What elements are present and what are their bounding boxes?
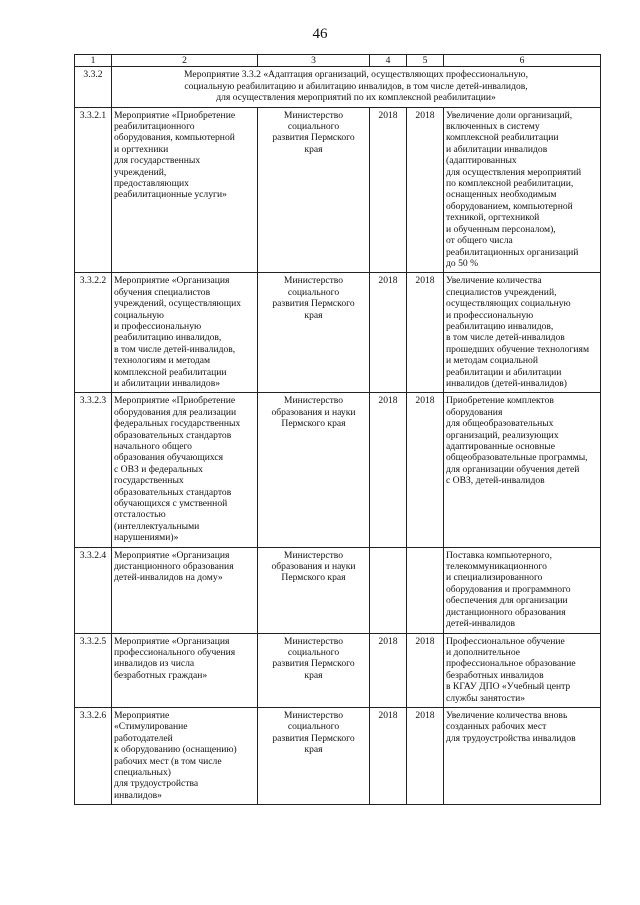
- result-line: (адаптированных: [446, 155, 517, 167]
- result-line: Увеличение количества: [446, 275, 542, 287]
- table-row: [75, 633, 601, 707]
- event-name-line: нарушениями)»: [114, 532, 179, 544]
- column-header: 5: [407, 55, 444, 67]
- event-name-line: для трудоустройства: [114, 778, 199, 790]
- responsible-line: Министерство: [283, 549, 344, 561]
- event-name-line: комплексной реабилитации: [114, 366, 227, 378]
- result-line: и дополнительное: [446, 646, 520, 658]
- result-line: до 50 %: [446, 257, 479, 269]
- result-line: оборудования и программного: [446, 583, 571, 595]
- result-line: Приобретение комплектов: [446, 395, 554, 407]
- result-line: для осуществления мероприятий: [446, 166, 582, 178]
- event-name-line: в том числе детей-инвалидов,: [114, 343, 236, 355]
- table-row: [75, 107, 601, 273]
- responsible-line: Министерство: [283, 635, 344, 647]
- event-name-line: и профессиональную: [114, 320, 202, 332]
- responsible-line: развития Пермского: [272, 658, 355, 670]
- responsible-line: края: [304, 669, 323, 681]
- responsible-line: образования и науки: [271, 406, 356, 418]
- responsible-line: Министерство: [283, 395, 344, 407]
- result-line: для трудоустройства инвалидов: [446, 732, 576, 744]
- event-name-line: рабочих мест (в том числе: [114, 755, 222, 767]
- event-name-line: Мероприятие «Организация: [114, 635, 230, 647]
- responsible-executor: [258, 393, 370, 547]
- result-line: Увеличение доли организаций,: [446, 109, 573, 121]
- table-row: [75, 707, 601, 804]
- responsible-line: развития Пермского: [272, 132, 355, 144]
- group-title-line: Мероприятие 3.3.2 «Адаптация организаций, осуществляющих профессиональную,: [184, 69, 528, 81]
- responsible-line: социального: [287, 286, 340, 298]
- table-row: [75, 273, 601, 393]
- row-number: 3.3.2.4: [75, 547, 112, 633]
- event-name-line: оборудования для реализации: [114, 406, 237, 418]
- end-year: 2018: [407, 107, 444, 273]
- responsible-line: Министерство: [283, 275, 344, 287]
- column-header: 3: [258, 55, 370, 67]
- event-name-line: реабилитационного: [114, 121, 195, 133]
- event-name-line: образовательных стандартов: [114, 429, 232, 441]
- responsible-line: Министерство: [283, 109, 344, 121]
- result-line: организаций, реализующих: [446, 429, 559, 441]
- event-name-line: отсталостью: [114, 509, 166, 521]
- event-name-line: реабилитацию инвалидов,: [114, 332, 222, 344]
- start-year: 2018: [370, 273, 407, 393]
- result-line: Профессиональное обучение: [446, 635, 565, 647]
- responsible-line: развития Пермского: [272, 732, 355, 744]
- event-name-line: государственных: [114, 475, 184, 487]
- responsible-line: края: [304, 143, 323, 155]
- end-year: [407, 547, 444, 633]
- responsible-executor: [258, 273, 370, 393]
- responsible-executor: [258, 107, 370, 273]
- expected-result: [444, 273, 601, 393]
- row-number: 3.3.2.1: [75, 107, 112, 273]
- event-name-line: реабилитационные услуги»: [114, 189, 227, 201]
- responsible-line: края: [304, 744, 323, 756]
- responsible-line: социального: [287, 646, 340, 658]
- event-name-line: Мероприятие: [114, 709, 170, 721]
- event-name-line: безработных граждан»: [114, 669, 208, 681]
- responsible-line: Пермского края: [281, 572, 346, 584]
- event-name-line: Мероприятие «Приобретение: [114, 109, 236, 121]
- result-line: реабилитации и абилитации: [446, 366, 562, 378]
- end-year: 2018: [407, 273, 444, 393]
- event-name-line: образовательных стандартов: [114, 486, 232, 498]
- column-header: 2: [112, 55, 258, 67]
- event-name-line: и оргтехники: [114, 143, 169, 155]
- responsible-line: развития Пермского: [272, 298, 355, 310]
- event-name: [112, 707, 258, 804]
- measures-table: [74, 54, 601, 805]
- table-row: [75, 393, 601, 547]
- event-name-line: предоставляющих: [114, 178, 189, 190]
- result-line: от общего числа: [446, 235, 513, 247]
- end-year: 2018: [407, 707, 444, 804]
- row-number: 3.3.2.3: [75, 393, 112, 547]
- result-line: осуществляющих социальную: [446, 298, 571, 310]
- result-line: инвалидов (детей-инвалидов): [446, 377, 567, 389]
- result-line: включенных в систему: [446, 121, 540, 133]
- expected-result: [444, 547, 601, 633]
- result-line: и обученным персоналом),: [446, 223, 556, 235]
- event-name-line: оборудования, компьютерной: [114, 132, 235, 144]
- start-year: 2018: [370, 393, 407, 547]
- event-name-line: дистанционного образования: [114, 561, 234, 573]
- event-name-line: с ОВЗ и федеральных: [114, 463, 203, 475]
- responsible-executor: [258, 633, 370, 707]
- result-line: дистанционного образования: [446, 606, 566, 618]
- table-row: [75, 547, 601, 633]
- event-name: [112, 547, 258, 633]
- expected-result: [444, 393, 601, 547]
- expected-result: [444, 107, 601, 273]
- result-line: оборудования: [446, 406, 503, 418]
- event-name-line: «Стимулирование: [114, 721, 188, 733]
- event-name-line: образования обучающихся: [114, 452, 224, 464]
- event-name-line: начального общего: [114, 441, 192, 452]
- event-name-line: учреждений,: [114, 166, 167, 178]
- start-year: [370, 547, 407, 633]
- result-line: прошедших обучение технологиям: [446, 343, 590, 355]
- result-line: реабилитационных организаций: [446, 246, 579, 258]
- event-name-line: работодателей: [114, 732, 173, 744]
- result-line: безработных инвалидов: [446, 669, 544, 681]
- event-name-line: инвалидов из числа: [114, 658, 195, 670]
- result-line: для общеобразовательных: [446, 418, 554, 430]
- result-line: в том числе детей-инвалидов: [446, 332, 565, 344]
- result-line: в КГАУ ДПО «Учебный центр: [446, 681, 571, 693]
- expected-result: [444, 633, 601, 707]
- result-line: созданных рабочих мест: [446, 721, 547, 733]
- start-year: 2018: [370, 107, 407, 273]
- result-line: общеобразовательные программы,: [446, 452, 588, 464]
- result-line: профессиональное образование: [446, 658, 576, 670]
- result-line: специалистов учреждений,: [446, 286, 557, 298]
- group-number: 3.3.2: [75, 67, 112, 107]
- event-name-line: Мероприятие «Организация: [114, 549, 230, 561]
- event-name-line: социальную: [114, 309, 164, 321]
- group-title-line: для осуществления мероприятий по их комплексной реабилитации»: [216, 92, 496, 104]
- event-name-line: для государственных: [114, 155, 201, 167]
- event-name-line: Мероприятие «Приобретение: [114, 395, 236, 407]
- event-name-line: к оборудованию (оснащению): [114, 744, 237, 756]
- result-line: техникой, оргтехникой: [446, 212, 540, 224]
- expected-result: [444, 707, 601, 804]
- end-year: 2018: [407, 393, 444, 547]
- result-line: и методам социальной: [446, 355, 538, 367]
- row-number: 3.3.2.5: [75, 633, 112, 707]
- group-title: [112, 67, 601, 107]
- responsible-executor: [258, 547, 370, 633]
- start-year: 2018: [370, 707, 407, 804]
- event-name: [112, 633, 258, 707]
- event-name-line: федеральных государственных: [114, 418, 241, 430]
- result-line: для организации обучения детей: [446, 463, 580, 475]
- result-line: реабилитацию инвалидов,: [446, 320, 554, 332]
- result-line: оснащенных необходимым: [446, 189, 557, 201]
- result-line: и специализированного: [446, 572, 543, 584]
- event-name-line: учреждений, осуществляющих: [114, 298, 242, 310]
- group-row: [75, 67, 601, 107]
- event-name-line: технологиям и методам: [114, 355, 211, 367]
- event-name-line: обучения специалистов: [114, 286, 211, 298]
- responsible-line: края: [304, 309, 323, 321]
- result-line: обеспечения для организации: [446, 595, 568, 607]
- end-year: 2018: [407, 633, 444, 707]
- result-line: службы занятости»: [446, 692, 526, 704]
- responsible-line: социального: [287, 121, 340, 133]
- row-number: 3.3.2.6: [75, 707, 112, 804]
- result-line: телекоммуникационного: [446, 561, 547, 573]
- column-header: 4: [370, 55, 407, 67]
- responsible-line: социального: [287, 721, 340, 733]
- result-line: комплексной реабилитации: [446, 132, 559, 144]
- responsible-line: Министерство: [283, 709, 344, 721]
- event-name-line: детей-инвалидов на дому»: [114, 572, 223, 584]
- column-header-row: [75, 55, 601, 67]
- page-number: 46: [312, 26, 328, 42]
- result-line: по комплексной реабилитации,: [446, 178, 574, 190]
- responsible-line: Пермского края: [281, 418, 346, 430]
- start-year: 2018: [370, 633, 407, 707]
- event-name-line: и абилитации инвалидов»: [114, 377, 221, 389]
- group-title-line: социальную реабилитацию и абилитацию инвалидов, в том числе детей-инвалидов,: [184, 80, 528, 92]
- event-name-line: специальных): [114, 766, 171, 778]
- result-line: и абилитации инвалидов: [446, 143, 548, 155]
- event-name-line: Мероприятие «Организация: [114, 275, 230, 287]
- result-line: Увеличение количества вновь: [446, 709, 568, 721]
- event-name-line: (интеллектуальными: [114, 520, 200, 532]
- result-line: адаптированные основные: [446, 441, 555, 452]
- event-name: [112, 107, 258, 273]
- result-line: с ОВЗ, детей-инвалидов: [446, 475, 545, 487]
- responsible-executor: [258, 707, 370, 804]
- result-line: Поставка компьютерного,: [446, 549, 552, 561]
- result-line: детей-инвалидов: [446, 618, 516, 630]
- event-name-line: обучающихся с умственной: [114, 498, 228, 510]
- result-line: оборудованием, компьютерной: [446, 200, 573, 212]
- event-name: [112, 273, 258, 393]
- result-line: и профессиональную: [446, 309, 534, 321]
- row-number: 3.3.2.2: [75, 273, 112, 393]
- event-name-line: инвалидов»: [114, 789, 162, 801]
- event-name-line: профессионального обучения: [114, 646, 236, 658]
- responsible-line: образования и науки: [271, 561, 356, 573]
- event-name: [112, 393, 258, 547]
- column-header: 6: [444, 55, 601, 67]
- table-body: [75, 55, 601, 805]
- column-header: 1: [75, 55, 112, 67]
